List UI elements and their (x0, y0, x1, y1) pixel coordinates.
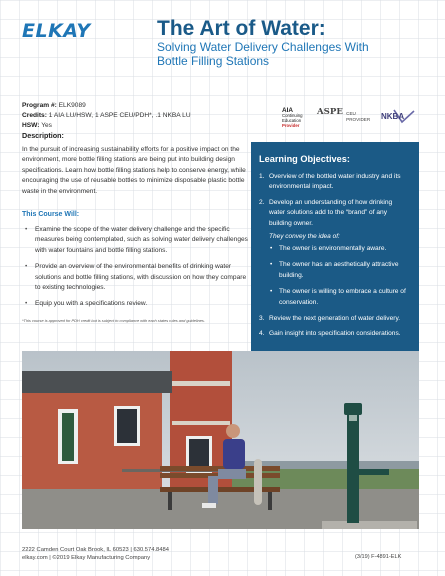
aspe-logo-sub (346, 111, 370, 122)
bottle-filling-station (347, 411, 359, 523)
aia-logo-line: Education (282, 118, 302, 123)
nkba-provider-logo (380, 108, 416, 126)
objective-item (259, 198, 407, 229)
door-panel (62, 413, 74, 461)
station-base-pad (322, 521, 417, 529)
objective-item (259, 314, 407, 324)
objective-text: Overview of the bottled water industry and its environmental impact. (269, 173, 401, 191)
person-shirt (223, 439, 245, 469)
aia-logo-text: AIA (282, 107, 294, 114)
convey-idea-label: They convey the idea of: (269, 233, 340, 241)
course-will-heading: This Course Will: (22, 211, 80, 218)
bench-leg (168, 492, 172, 510)
tower-trim (172, 381, 230, 386)
program-number-value: ELK9089 (58, 102, 86, 109)
pdh-footnote: *This course is approved for PDH credit but is subject to compliance with each states rules and guidelines. (22, 318, 205, 323)
convey-idea-list (259, 244, 407, 308)
description-text: In the pursuit of increasing sustainability efforts for a positive impact on the environment, more bottle filling stations are being put into building design specifications. Learn how bottle filling stations help to conserve energy, while encouraging the use of reusable bottles to minimize disposable plastic bottle waste in the environment. (22, 146, 246, 195)
person-leg (208, 476, 218, 504)
course-will-item: • Examine the scope of the water delivery challenge and the specific measures being contemplated, such as solving water delivery challenges with water fountains and bottle filling stations. (24, 225, 249, 256)
footer-address: 2222 Camden Court Oak Brook, IL 60523 | 630.574.8484 (22, 547, 169, 553)
credits-value: 1 AIA LU/HSW, 1 ASPE CEU/PDH*, .1 NKBA LU (48, 112, 191, 119)
objective-text: Gain insight into specification considerations. (269, 330, 401, 338)
hero-photo (22, 351, 419, 529)
hero-photo-illustration (22, 351, 419, 529)
elkay-logo: ELKAY (22, 20, 91, 42)
footer-contact (22, 546, 169, 562)
aspe-provider-text: PROVIDER (346, 116, 371, 122)
program-number-label: Program #: (22, 102, 57, 109)
person-shoe (202, 503, 216, 508)
aia-logo-line: Provider (282, 123, 300, 128)
footer-copyright: elkay.com | ©2019 Elkay Manufacturing Company (22, 555, 151, 561)
objective-number: 4. (259, 330, 265, 338)
hsw-value: Yes (41, 122, 52, 129)
nkba-logo-text: NKBA (381, 112, 405, 121)
nkba-logo-mark (380, 108, 416, 126)
learning-objectives-panel (251, 142, 419, 353)
brick-building (22, 391, 162, 491)
credits-label: Credits: (22, 112, 47, 119)
objective-text: Develop an understanding of how drinking water solutions add to the “brand” of any building owner. (269, 198, 393, 227)
objective-number: 1. (259, 173, 265, 180)
footer-form-code: (3/19) F-4891-ELK (355, 554, 402, 560)
building-roof (22, 371, 172, 393)
program-info (22, 101, 247, 141)
course-will-list (24, 225, 249, 316)
description-label: Description: (22, 131, 64, 140)
bottle-filler-sensor (349, 415, 357, 421)
course-will-item: • Provide an overview of the environmental benefits of drinking water solutions and bottle filling stations, with discussion on how they compare to existing technologies. (24, 262, 249, 293)
aspe-provider-logo (317, 107, 375, 122)
person-pants (218, 469, 246, 479)
aia-logo-line: Continuing (282, 113, 303, 118)
convey-idea-item: • The owner is environmentally aware. (269, 244, 407, 254)
objective-item (259, 329, 407, 339)
page-title: The Art of Water: (157, 17, 326, 40)
objective-text: Review the next generation of water delivery. (269, 315, 401, 323)
aspe-ceu-text: CEU (346, 111, 356, 116)
person-head (226, 424, 240, 438)
objective-item (259, 172, 407, 193)
window-glass (117, 409, 137, 443)
convey-idea-item: • The owner is willing to embrace a culture of conservation. (269, 287, 407, 308)
course-will-item: • Equip you with a specifications review. (24, 299, 249, 309)
objective-number: 3. (259, 315, 265, 323)
credits-row (22, 111, 247, 121)
learning-objectives-heading: Learning Objectives: (259, 154, 350, 164)
tower-trim (172, 421, 230, 425)
aspe-logo-text: ASPE (317, 107, 343, 117)
bench-leg (268, 492, 272, 510)
page-subtitle: Solving Water Delivery Challenges With Bottle Filling Stations (157, 40, 369, 68)
aia-provider-logo (282, 108, 314, 128)
program-number-row (22, 101, 247, 111)
hsw-label: HSW: (22, 122, 40, 129)
hsw-row (22, 121, 247, 131)
bottle-filler-head (344, 403, 362, 415)
objective-number: 2. (259, 198, 265, 206)
convey-idea-item: • The owner has an aesthetically attractive building. (269, 260, 407, 281)
fountain-arm (359, 469, 389, 475)
skateboard (254, 459, 262, 505)
